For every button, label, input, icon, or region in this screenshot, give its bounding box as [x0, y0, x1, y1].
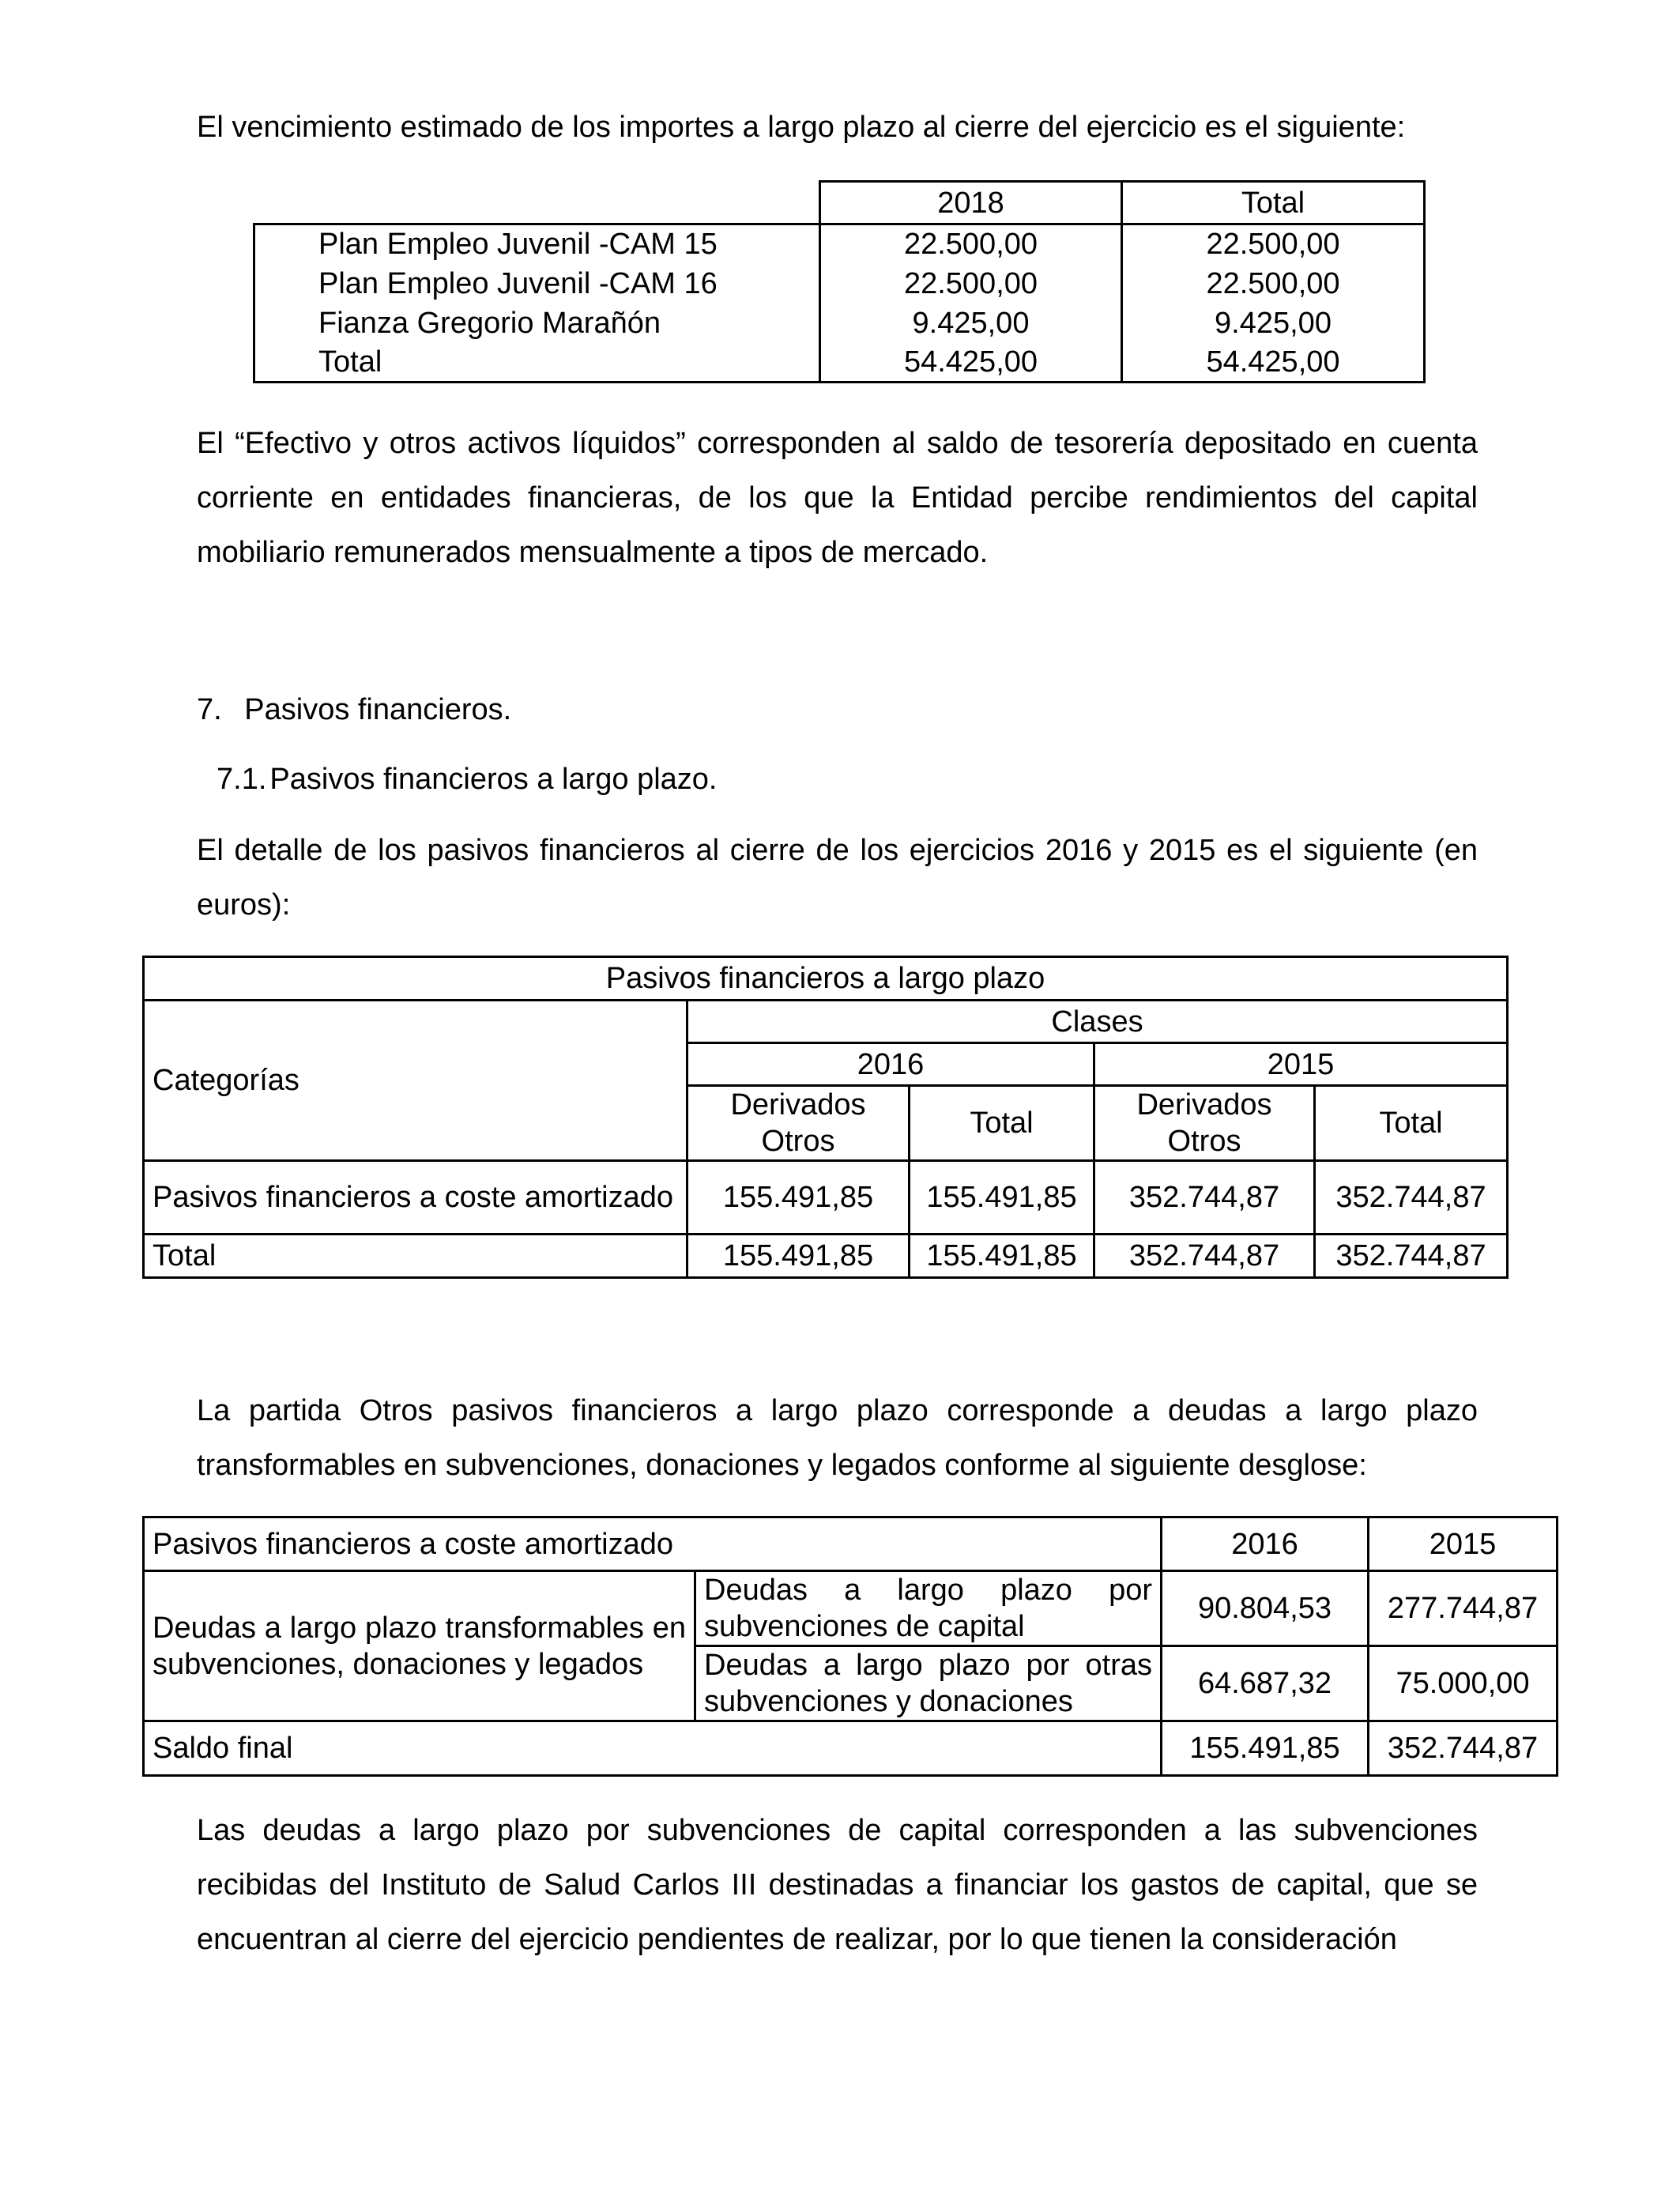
pasivos-year-2015: 2015 [1094, 1043, 1508, 1086]
maturity-row-label: Total [254, 343, 820, 383]
table-row [144, 1571, 1558, 1646]
closing-paragraph: Las deudas a largo plazo por subvenciones de capital corresponden a las subvenciones recibidas del Instituto de Salud Carlos III destinadas a financiar los gastos de capital, que se encuentran al cierre del ejercicio pendientes de realizar, por lo que tienen la consideración [197, 1814, 1478, 1956]
table-row [254, 264, 1425, 303]
maturity-header-2018: 2018 [820, 182, 1122, 224]
pasivos-table [142, 956, 1509, 1279]
detalle-paragraph: El detalle de los pasivos financieros al cierre de los ejercicios 2016 y 2015 es el siguiente (en euros): [197, 834, 1478, 922]
pasivos-col-total: Total [1315, 1086, 1508, 1161]
pasivos-col-total: Total [910, 1086, 1094, 1161]
maturity-row-2018: 22.500,00 [820, 224, 1122, 264]
section-7-number: 7. [197, 693, 222, 726]
maturity-table [253, 180, 1426, 383]
maturity-row-label: Plan Empleo Juvenil -CAM 16 [254, 264, 820, 303]
efectivo-paragraph: El “Efectivo y otros activos líquidos” corresponden al saldo de tesorería depositado en cuenta corriente en entidades financieras, de los que la Entidad percibe rendimientos del capital mobiliario remunerados mensualmente a tipos de mercado. [197, 427, 1478, 569]
pasivos-row-label: Pasivos financieros a coste amortizado [144, 1161, 687, 1235]
table-row [254, 303, 1425, 343]
pasivos-row-value: 352.744,87 [1094, 1161, 1315, 1235]
pasivos-row-value: 352.744,87 [1315, 1235, 1508, 1278]
desglose-final-2015: 352.744,87 [1369, 1721, 1558, 1776]
desglose-header-2015: 2015 [1369, 1517, 1558, 1571]
partida-paragraph: La partida Otros pasivos financieros a largo plazo corresponde a deudas a largo plazo transformables en subvenciones, donaciones y legados conforme al siguiente desglose: [197, 1394, 1478, 1482]
desglose-final-2016: 155.491,85 [1162, 1721, 1369, 1776]
desglose-group-label: Deudas a largo plazo transformables en subvenciones, donaciones y legados [144, 1571, 695, 1721]
maturity-header-row [254, 182, 1425, 224]
desglose-row-2016: 90.804,53 [1162, 1571, 1369, 1646]
maturity-row-2018: 54.425,00 [820, 343, 1122, 383]
desglose-table [142, 1516, 1558, 1777]
pasivos-row-label: Total [144, 1235, 687, 1278]
pasivos-row-value: 352.744,87 [1315, 1161, 1508, 1235]
desglose-row-2015: 277.744,87 [1369, 1571, 1558, 1646]
table-row [144, 1161, 1508, 1235]
pasivos-row-value: 155.491,85 [687, 1235, 910, 1278]
pasivos-col-derivados: Derivados Otros [1094, 1086, 1315, 1161]
maturity-total-row [254, 343, 1425, 383]
pasivos-col-derivados: Derivados Otros [687, 1086, 910, 1161]
desglose-row-2016: 64.687,32 [1162, 1646, 1369, 1721]
maturity-row-label: Fianza Gregorio Marañón [254, 303, 820, 343]
pasivos-row-value: 155.491,85 [687, 1161, 910, 1235]
maturity-row-total: 22.500,00 [1122, 224, 1425, 264]
desglose-header-label: Pasivos financieros a coste amortizado [144, 1517, 1162, 1571]
maturity-row-2018: 9.425,00 [820, 303, 1122, 343]
maturity-header-total: Total [1122, 182, 1425, 224]
maturity-row-label: Plan Empleo Juvenil -CAM 15 [254, 224, 820, 264]
maturity-row-total: 22.500,00 [1122, 264, 1425, 303]
section-7-1-heading [217, 763, 717, 797]
intro-sentence: El vencimiento estimado de los importes a largo plazo al cierre del ejercicio es el siguiente: [197, 111, 1406, 144]
pasivos-categories-header: Categorías [144, 1001, 687, 1161]
desglose-final-label: Saldo final [144, 1721, 1162, 1776]
desglose-row-2015: 75.000,00 [1369, 1646, 1558, 1721]
pasivos-classes-header: Clases [687, 1001, 1508, 1043]
section-7-title: Pasivos financieros. [244, 693, 512, 726]
pasivos-row-value: 352.744,87 [1094, 1235, 1315, 1278]
desglose-row-label: Deudas a largo plazo por otras subvenciones y donaciones [695, 1646, 1162, 1721]
maturity-row-2018: 22.500,00 [820, 264, 1122, 303]
section-7-1-number: 7.1. [217, 763, 267, 796]
pasivos-table-title: Pasivos financieros a largo plazo [144, 957, 1508, 1001]
table-row [144, 1235, 1508, 1278]
pasivos-year-2016: 2016 [687, 1043, 1094, 1086]
maturity-row-total: 9.425,00 [1122, 303, 1425, 343]
table-row [254, 224, 1425, 264]
pasivos-row-value: 155.491,85 [910, 1161, 1094, 1235]
maturity-row-total: 54.425,00 [1122, 343, 1425, 383]
desglose-final-row [144, 1721, 1558, 1776]
section-7-heading [197, 693, 511, 727]
desglose-header-2016: 2016 [1162, 1517, 1369, 1571]
pasivos-row-value: 155.491,85 [910, 1235, 1094, 1278]
desglose-row-label: Deudas a largo plazo por subvenciones de capital [695, 1571, 1162, 1646]
section-7-1-title: Pasivos financieros a largo plazo. [269, 763, 718, 796]
